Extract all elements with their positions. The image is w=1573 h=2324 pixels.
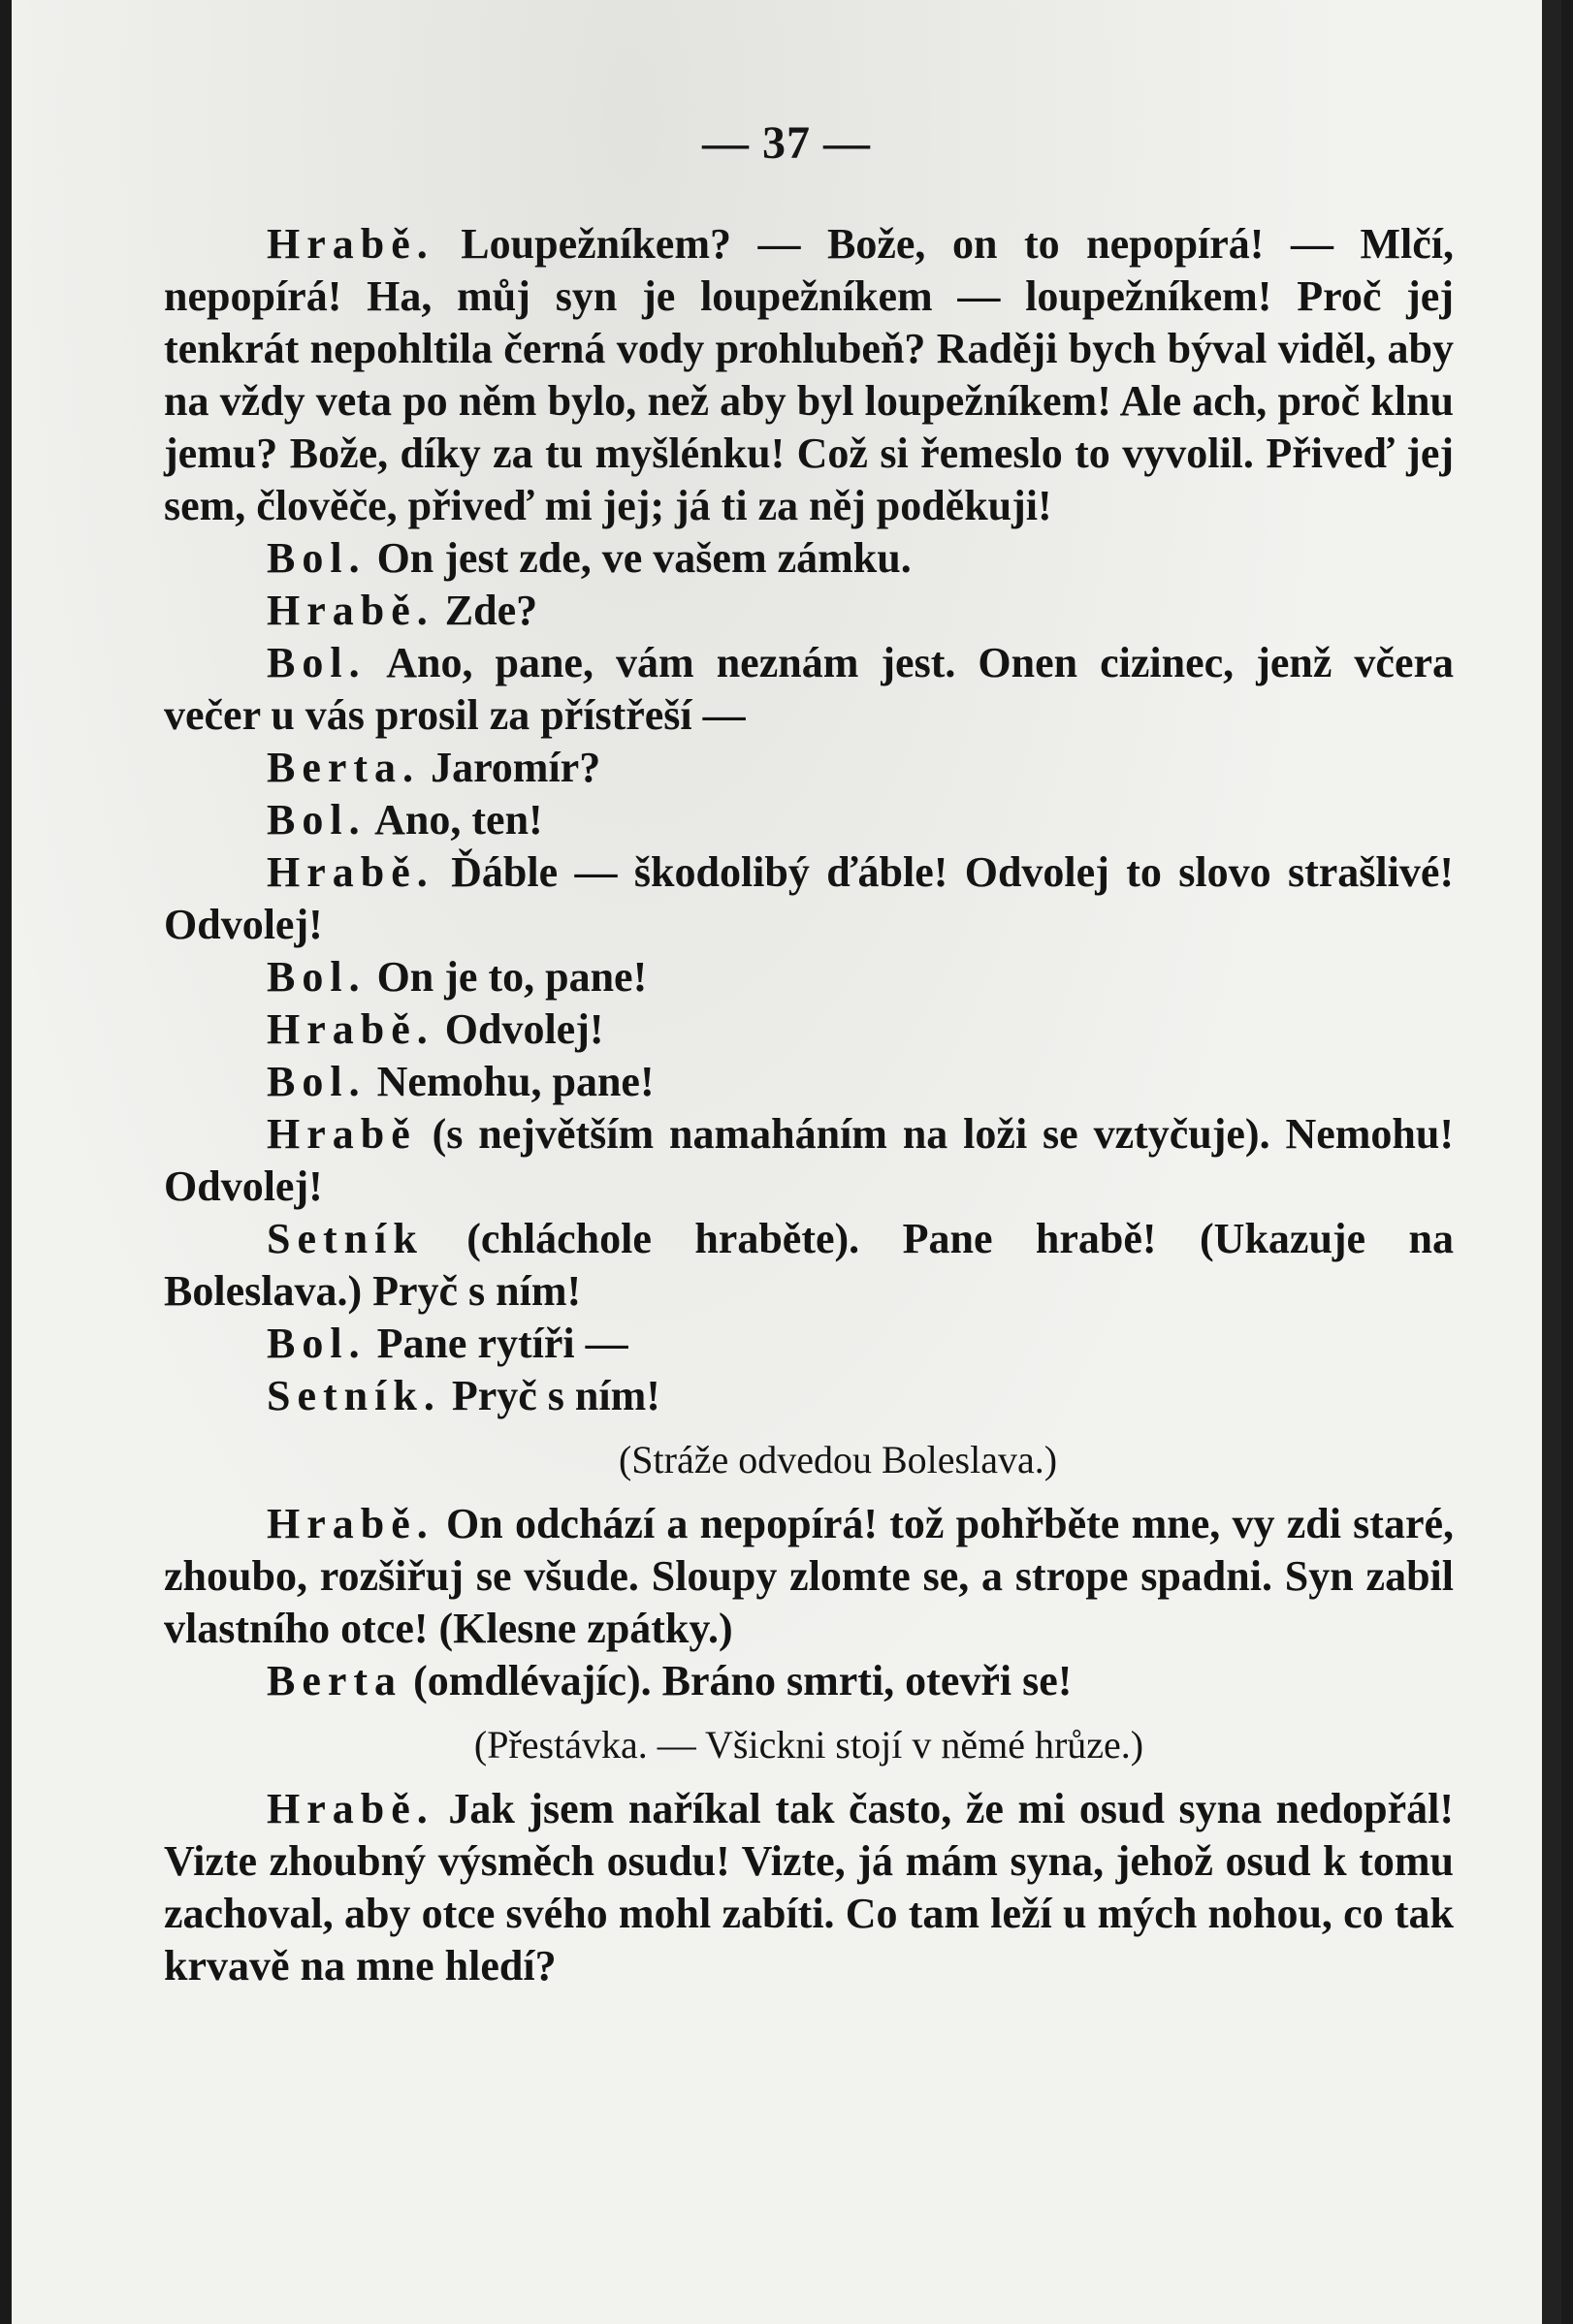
dialogue-line: [164, 1213, 1454, 1318]
dialogue-line: [164, 1318, 1454, 1370]
dialogue-line: [164, 794, 1454, 846]
speaker-name: Bol.: [267, 1058, 367, 1105]
dialogue-text: On odchází a nepopírá! tož pohřběte mne, vy zdi staré, zhoubo, rozšiřuj se všude. Sloupy zlomte se, a strope spadni. Syn zabil vlastního otce! (Klesne zpátky.): [164, 1500, 1455, 1652]
speaker-name: Bol.: [267, 639, 367, 686]
dialogue-line: [164, 1498, 1454, 1655]
dialogue-text: Ďáble — škodolibý ďáble! Odvolej to slovo strašlivé! Odvolej!: [164, 848, 1455, 948]
stage-direction: (Stráže odvedou Boleslava.): [618, 1438, 1058, 1481]
dialogue-text: On je to, pane!: [376, 953, 648, 1001]
dialogue-text: On jest zde, ve vašem zámku.: [376, 534, 912, 582]
dialogue-text: Nemohu, pane!: [376, 1058, 655, 1105]
dialogue-line: [164, 532, 1454, 585]
speaker-name: Berta: [267, 1657, 403, 1704]
speaker-name: Setník.: [267, 1372, 441, 1419]
dialogue-line: [164, 951, 1454, 1003]
speaker-name: Hrabě.: [267, 848, 434, 896]
dialogue-text: Odvolej!: [444, 1005, 604, 1053]
dialogue-text: Ano, ten!: [374, 796, 543, 844]
dialogue-line: [164, 585, 1454, 637]
speaker-name: Hrabě.: [267, 220, 434, 268]
dialogue-line: [164, 742, 1454, 794]
speaker-name: Hrabě.: [267, 587, 434, 634]
dialogue-line: [164, 1655, 1454, 1707]
dialogue-line: [164, 1056, 1454, 1108]
dialogue-line: [164, 846, 1454, 951]
speaker-name: Bol.: [267, 534, 367, 582]
speaker-name: Bol.: [267, 953, 367, 1001]
page-number: — 37 —: [702, 117, 871, 169]
speaker-name: Berta.: [267, 744, 421, 791]
speaker-name: Bol.: [267, 796, 367, 844]
dialogue-text: (chláchole hraběte). Pane hrabě! (Ukazuje na Boleslava.) Pryč s ním!: [164, 1215, 1454, 1315]
dialogue-text: (omdlévajíc). Bráno smrti, otevři se!: [413, 1657, 1073, 1704]
speaker-name: Hrabě: [267, 1110, 417, 1158]
dialogue-text: Jak jsem naříkal tak často, že mi osud syna nedopřál! Vizte zhoubný výsměch osudu! Vizte, já mám syna, jehož osud k tomu zachoval, aby otce svého mohl zabíti. Co tam leží u mých nohou, co tak krvavě na mne hledí?: [164, 1785, 1455, 1990]
dialogue-text: Ano, pane, vám neznám jest. Onen cizinec, jenž včera večer u vás prosil za přístřeší —: [164, 639, 1455, 739]
dialogue-text: (s největším namaháním na loži se vztyčuje). Nemohu! Odvolej!: [164, 1110, 1455, 1210]
dialogue-line: [164, 1370, 1454, 1422]
speaker-name: Hrabě.: [267, 1005, 434, 1053]
dialogue-text: Pane rytíři —: [376, 1320, 628, 1367]
book-page: [12, 0, 1561, 2324]
dialogue-text: Loupežníkem? — Bože, on to nepopírá! — Mlčí, nepopírá! Ha, můj syn je loupežníkem — loupežníkem! Proč jej tenkrát nepohltila černá vody prohlubeň? Raději bych býval viděl, aby na vždy veta po něm bylo, než aby byl loupežníkem! Ale ach, proč klnu jemu? Bože, díky za tu myšlénku! Což si řemeslo to vyvolil. Přiveď jej sem, člověče, přiveď mi jej; já ti za něj poděkuji!: [164, 220, 1454, 529]
dialogue-line: [164, 637, 1454, 742]
speaker-name: Hrabě.: [267, 1785, 434, 1832]
page-edge-shadow: [1542, 0, 1561, 2324]
play-text: [164, 218, 1454, 1992]
dialogue-line: [164, 1108, 1454, 1213]
dialogue-text: Jaromír?: [431, 744, 601, 791]
stage-direction: (Přestávka. — Všickni stojí v němé hrůze.): [473, 1723, 1144, 1767]
dialogue-line: [164, 1783, 1454, 1992]
speaker-name: Hrabě.: [267, 1500, 434, 1547]
dialogue-text: Pryč s ním!: [451, 1372, 660, 1419]
speaker-name: Setník: [267, 1215, 424, 1262]
dialogue-line: [164, 218, 1454, 532]
dialogue-line: [164, 1003, 1454, 1056]
dialogue-text: Zde?: [444, 587, 538, 634]
speaker-name: Bol.: [267, 1320, 367, 1367]
